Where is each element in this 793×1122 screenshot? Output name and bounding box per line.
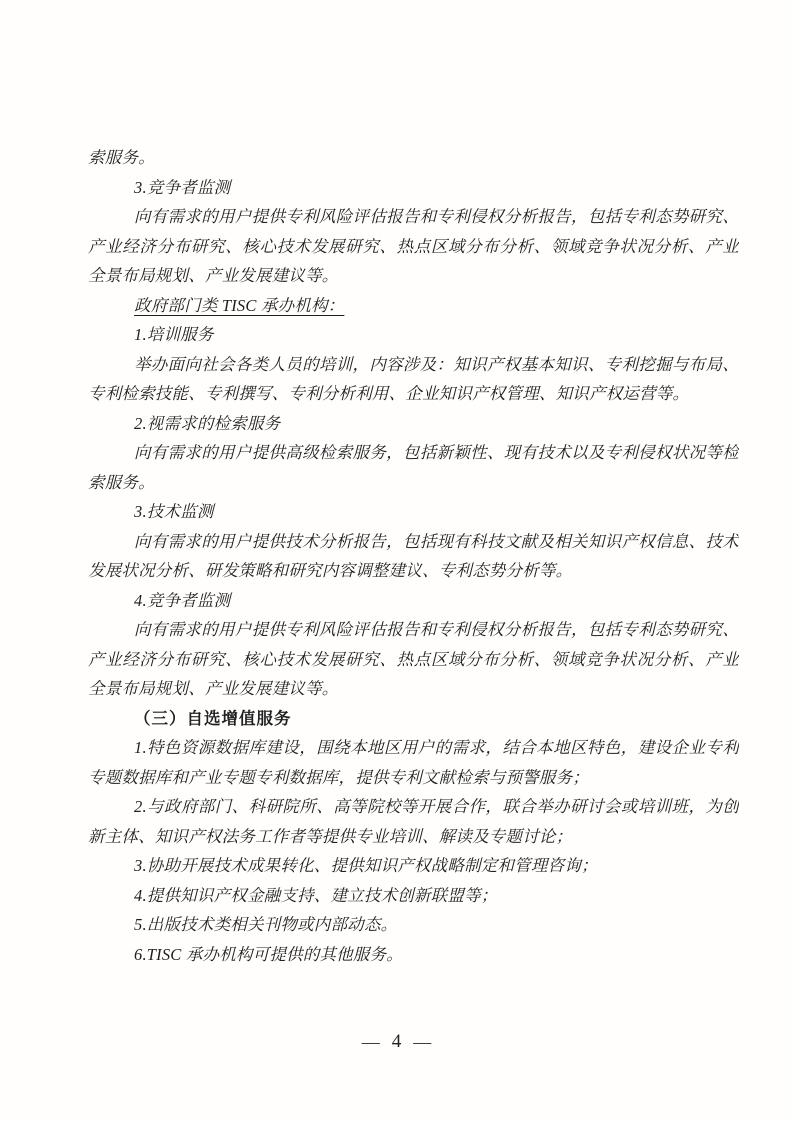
text-line: 向有需求的用户提供专利风险评估报告和专利侵权分析报告，包括专利态势研究、 bbox=[134, 620, 739, 639]
text-line: 向有需求的用户提供专利风险评估报告和专利侵权分析报告，包括专利态势研究、 bbox=[134, 207, 739, 226]
text-line: 2.视需求的检索服务 bbox=[134, 413, 281, 433]
text-line: 1.特色资源数据库建设，围绕本地区用户的需求，结合本地区特色，建设企业专利 bbox=[134, 738, 739, 757]
text-line: 向有需求的用户提供技术分析报告，包括现有科技文献及相关知识产权信息、技术 bbox=[134, 531, 739, 551]
page-number: 4 bbox=[391, 1031, 402, 1052]
footer-left-dash: — bbox=[361, 1031, 380, 1052]
text-line: 索服务。 bbox=[88, 472, 155, 492]
text-line: 发展状况分析、研发策略和研究内容调整建议、专利态势分析等。 bbox=[88, 561, 573, 580]
page-footer bbox=[0, 1031, 793, 1053]
text-line: 向有需求的用户提供高级检索服务，包括新颖性、现有技术以及专利侵权状况等检 bbox=[134, 443, 739, 462]
footer-right-dash: — bbox=[413, 1031, 432, 1052]
text-line: 专利检索技能、专利撰写、专利分析利用、企业知识产权管理、知识产权运营等。 bbox=[88, 384, 690, 403]
text-line: 1.培训服务 bbox=[134, 325, 214, 344]
section-heading: （三）自选增值服务 bbox=[134, 708, 292, 728]
text-line: 2.与政府部门、科研院所、高等院校等开展合作，联合举办研讨会或培训班，为创 bbox=[134, 797, 739, 816]
text-line: 专题数据库和产业专题专利数据库，提供专利文献检索与预警服务； bbox=[88, 767, 589, 787]
text-line: 3.技术监测 bbox=[134, 502, 214, 521]
text-line: 4.提供知识产权金融支持、建立技术创新联盟等； bbox=[134, 885, 498, 905]
text-line: 3.竞争者监测 bbox=[134, 177, 231, 197]
text-line: 产业经济分布研究、核心技术发展研究、热点区域分布分析、领域竞争状况分析、产业 bbox=[88, 236, 739, 256]
text-line: 6.TISC 承办机构可提供的其他服务。 bbox=[134, 944, 403, 964]
text-line: 新主体、知识产权法务工作者等提供专业培训、解读及专题讨论； bbox=[88, 826, 573, 846]
text-line: 5.出版技术类相关刊物或内部动态。 bbox=[134, 915, 398, 934]
text-line: 全景布局规划、产业发展建议等。 bbox=[88, 679, 339, 698]
document-body bbox=[88, 143, 739, 969]
text-line: 举办面向社会各类人员的培训，内容涉及：知识产权基本知识、专利挖掘与布局、 bbox=[134, 354, 739, 374]
text-line: 4.竞争者监测 bbox=[134, 590, 231, 610]
text-line: 产业经济分布研究、核心技术发展研究、热点区域分布分析、领域竞争状况分析、产业 bbox=[88, 649, 739, 669]
text-line: 3.协助开展技术成果转化、提供知识产权战略制定和管理咨询； bbox=[134, 856, 598, 875]
text-line: 全景布局规划、产业发展建议等。 bbox=[88, 266, 339, 285]
subsection-heading: 政府部门类 TISC 承办机构： bbox=[134, 295, 345, 315]
text-line: 索服务。 bbox=[88, 148, 155, 167]
